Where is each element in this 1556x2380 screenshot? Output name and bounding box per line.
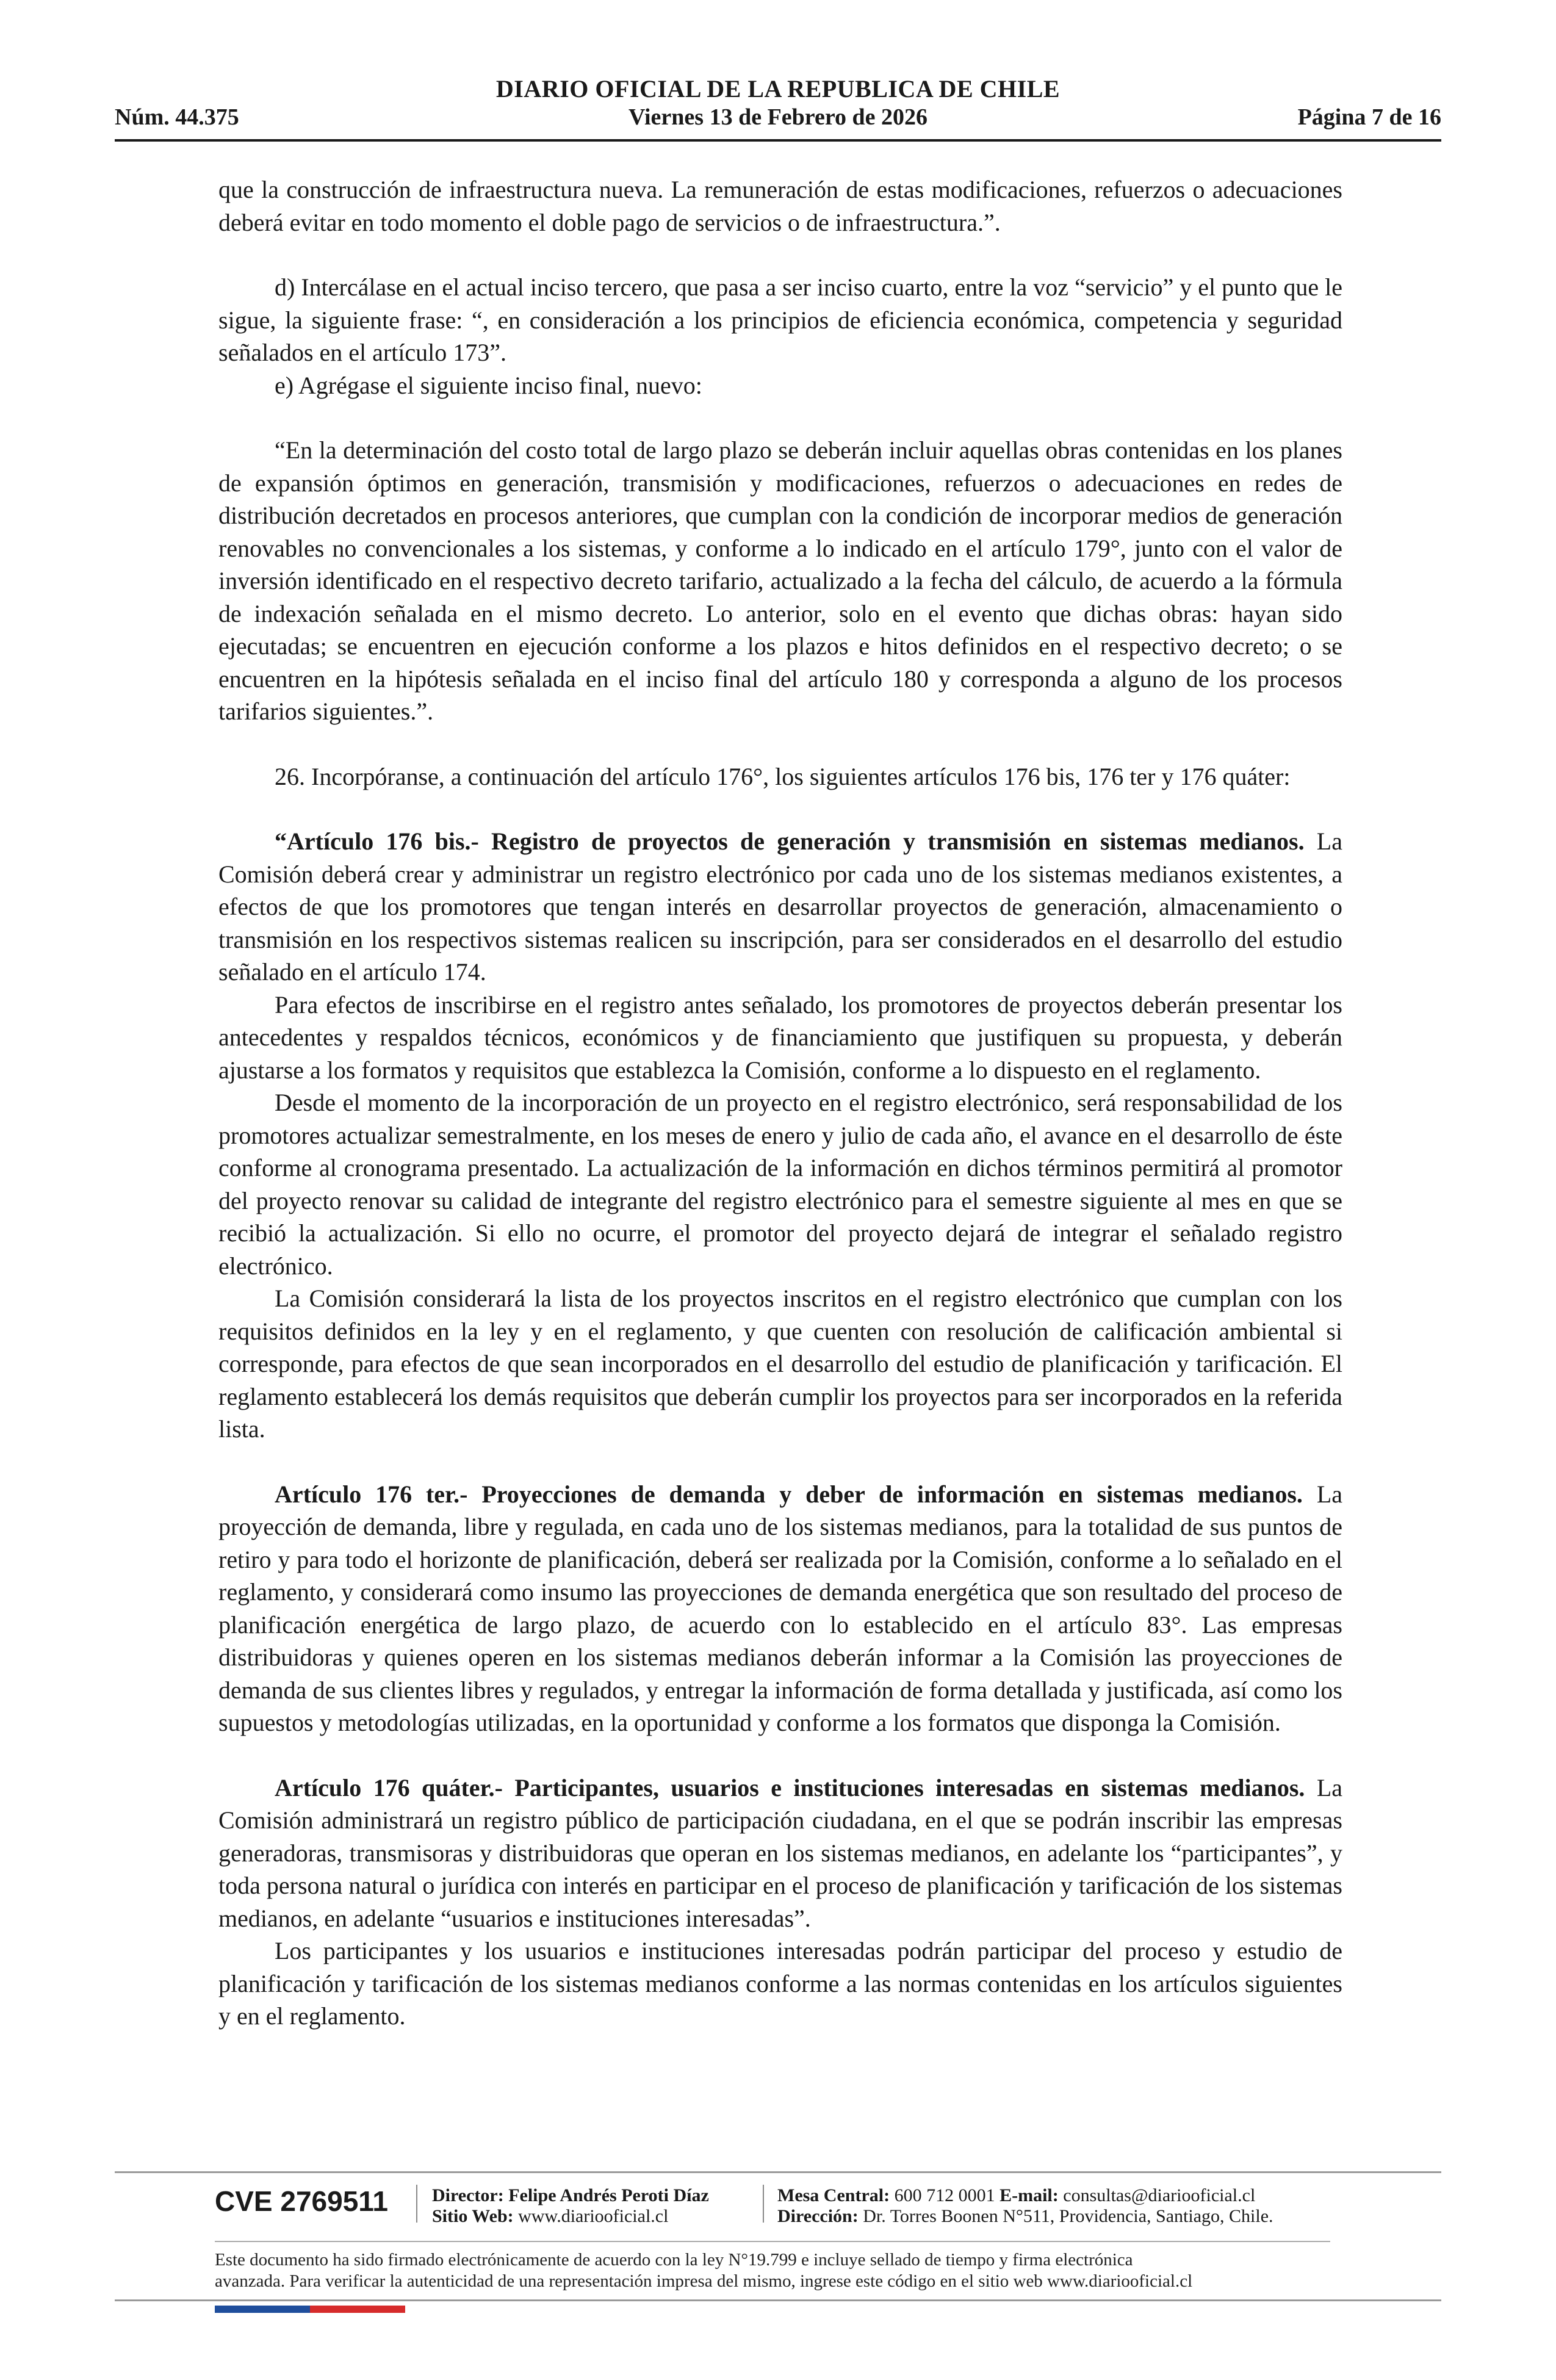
flag-stripe-blue xyxy=(215,2306,310,2313)
site-label: Sitio Web: xyxy=(432,2206,514,2226)
issue-date: Viernes 13 de Febrero de 2026 xyxy=(628,104,928,130)
article-heading: “Artículo 176 bis.- Registro de proyectos de generación y transmisión en sistemas medianos. xyxy=(275,828,1305,855)
paragraph: 26. Incorpóranse, a continuación del artículo 176°, los siguientes artículos 176 bis, 176 ter y 176 quáter: xyxy=(275,762,1291,790)
paragraph: Desde el momento de la incorporación de un proyecto en el registro electrónico, será responsabilidad de los promotores actualizar semestralmente, en los meses de enero y julio de cada año, el avance en el desarrollo de éste conforme al cronograma presentado. La actualización de la información en dichos términos permitirá al promotor del proyecto renovar su calidad de integrante del registro electrónico para el semestre siguiente al mes en que se recibió la actualización. Si ello no ocurre, el promotor del proyecto dejará de integrar el señalado registro electrónico. xyxy=(218,1089,1342,1280)
publication-title: DIARIO OFICIAL DE LA REPUBLICA DE CHILE xyxy=(495,75,1061,103)
footer-contact-block xyxy=(777,2185,1273,2227)
director-label: Director: xyxy=(432,2185,504,2205)
address-value: Dr. Torres Boonen N°511, Providencia, Santiago, Chile. xyxy=(858,2206,1273,2226)
paragraph: “En la determinación del costo total de largo plazo se deberán incluir aquellas obras contenidas en los planes de expansión óptimos en generación, transmisión y modificaciones, refuerzos o adecuaciones en redes de distribución decretados en procesos anteriores, que cumplan con la condición de incorporar medios de generación renovables no convencionales a los sistemas, y conforme a lo indicado en el artículo 179°, junto con el valor de inversión identificado en el respectivo decreto tarifario, actualizado a la fecha del cálculo, de acuerdo a la fórmula de indexación señalada en el mismo decreto. Lo anterior, solo en el evento que dichas obras: hayan sido ejecutadas; se encuentren en ejecución conforme a los plazos e hitos definidos en el respectivo decreto; o se encuentren en la hipótesis señalada en el inciso final del artículo 180 y corresponda a alguno de los procesos tarifarios siguientes.”. xyxy=(218,436,1342,725)
paragraph: que la construcción de infraestructura nueva. La remuneración de estas modificaciones, refuerzos o adecuaciones deberá evitar en todo momento el doble pago de servicios o de infraestructura.”. xyxy=(218,176,1342,236)
footer-divider xyxy=(115,2171,1441,2173)
article-text: La Comisión deberá crear y administrar un registro electrónico por cada uno de los sistemas medianos existentes, a efectos de que los promotores que tengan interés en desarrollar proyectos de generación, almacenamiento o transmisión en los respectivos sistemas realicen su inscripción, para ser considerados en el desarrollo del estudio señalado en el artículo 174. xyxy=(218,828,1342,986)
footer-separator xyxy=(763,2185,764,2223)
address-label: Dirección: xyxy=(777,2206,859,2226)
director-name: Felipe Andrés Peroti Díaz xyxy=(503,2185,709,2205)
notice-line: avanzada. Para verificar la autenticidad de una representación impresa del mismo, ingrese este código en el sitio web www.diariooficial.cl xyxy=(215,2271,1193,2291)
document-body xyxy=(218,173,1342,2033)
footer-divider xyxy=(115,2299,1441,2301)
footer-divider xyxy=(215,2241,1330,2242)
article-heading: Artículo 176 quáter.- Participantes, usuarios e instituciones interesadas en sistemas medianos. xyxy=(275,1773,1305,1801)
signature-notice xyxy=(215,2249,1374,2292)
article-176-quater xyxy=(218,1772,1342,1935)
paragraph: La Comisión considerará la lista de los proyectos inscritos en el registro electrónico que cumplan con los requisitos definidos en la ley y en el reglamento, y que cuenten con resolución de calificación ambiental si corresponde, para efectos de que sean incorporados en el desarrollo del estudio de planificación y tarificación. El reglamento establecerá los demás requisitos que deberán cumplir los proyectos para ser incorporados en la referida lista. xyxy=(218,1285,1342,1443)
central-label: Mesa Central: xyxy=(777,2185,890,2205)
email-label: E-mail: xyxy=(1000,2185,1059,2205)
page-indicator: Página 7 de 16 xyxy=(1297,104,1441,130)
flag-stripe-red xyxy=(310,2306,405,2313)
article-heading: Artículo 176 ter.- Proyecciones de demanda y deber de información en sistemas medianos. xyxy=(275,1480,1303,1508)
article-176-bis xyxy=(218,825,1342,989)
paragraph: d) Intercálase en el actual inciso tercero, que pasa a ser inciso cuarto, entre la voz “servicio” y el punto que le sigue, la siguiente frase: “, en consideración a los principios de eficiencia económica, competencia y seguridad señalados en el artículo 173”. xyxy=(218,273,1342,366)
paragraph: Los participantes y los usuarios e instituciones interesadas podrán participar del proceso y estudio de planificación y tarificación de los sistemas medianos conforme a las normas contenidas en los artículos siguientes y en el reglamento. xyxy=(218,1937,1342,2030)
header-divider xyxy=(115,139,1441,142)
article-176-ter xyxy=(218,1478,1342,1739)
central-phone: 600 712 0001 xyxy=(890,2185,1000,2205)
site-link[interactable]: www.diariooficial.cl xyxy=(513,2206,669,2226)
notice-line: Este documento ha sido firmado electrónicamente de acuerdo con la ley N°19.799 e incluye sellado de tiempo y firma electrónica xyxy=(215,2250,1133,2270)
footer-director-block xyxy=(432,2185,709,2227)
paragraph: Para efectos de inscribirse en el registro antes señalado, los promotores de proyectos deberán presentar los antecedentes y respaldos técnicos, económicos y de financiamiento que justifiquen su propuesta, y deberán ajustarse a los formatos y requisitos que establezca la Comisión, conforme a lo dispuesto en el reglamento. xyxy=(218,990,1342,1084)
paragraph: e) Agrégase el siguiente inciso final, nuevo: xyxy=(275,371,702,399)
issue-number: Núm. 44.375 xyxy=(115,104,239,130)
article-text: La proyección de demanda, libre y regulada, en cada uno de los sistemas medianos, para la totalidad de sus puntos de retiro y para todo el horizonte de planificación, deberá ser realizada por la Comisión, conforme a lo señalado en el reglamento, y considerará como insumo las proyecciones de demanda energética que son resultado del proceso de planificación energética de largo plazo, de acuerdo con lo establecido en el artículo 83°. Las empresas distribuidoras y quienes operen en los sistemas medianos deberán informar a la Comisión las proyecciones de demanda de sus clientes libres y regulados, y entregar la información de forma detallada y justificada, así como los supuestos y metodologías utilizadas, en la oportunidad y conforme a los formatos que disponga la Comisión. xyxy=(218,1480,1342,1736)
header-row xyxy=(115,104,1441,134)
cve-code: CVE 2769511 xyxy=(215,2185,388,2217)
email-link[interactable]: consultas@diariooficial.cl xyxy=(1058,2185,1256,2205)
footer-separator xyxy=(416,2185,417,2223)
article-text: La Comisión administrará un registro público de participación ciudadana, en el que se podrán inscribir las empresas generadoras, transmisoras y distribuidoras que operan en los sistemas medianos, en adelante los “participantes”, y toda persona natural o jurídica con interés en participar en el proceso de planificación y tarificación de los sistemas medianos, en adelante “usuarios e instituciones interesadas”. xyxy=(218,1773,1343,1932)
